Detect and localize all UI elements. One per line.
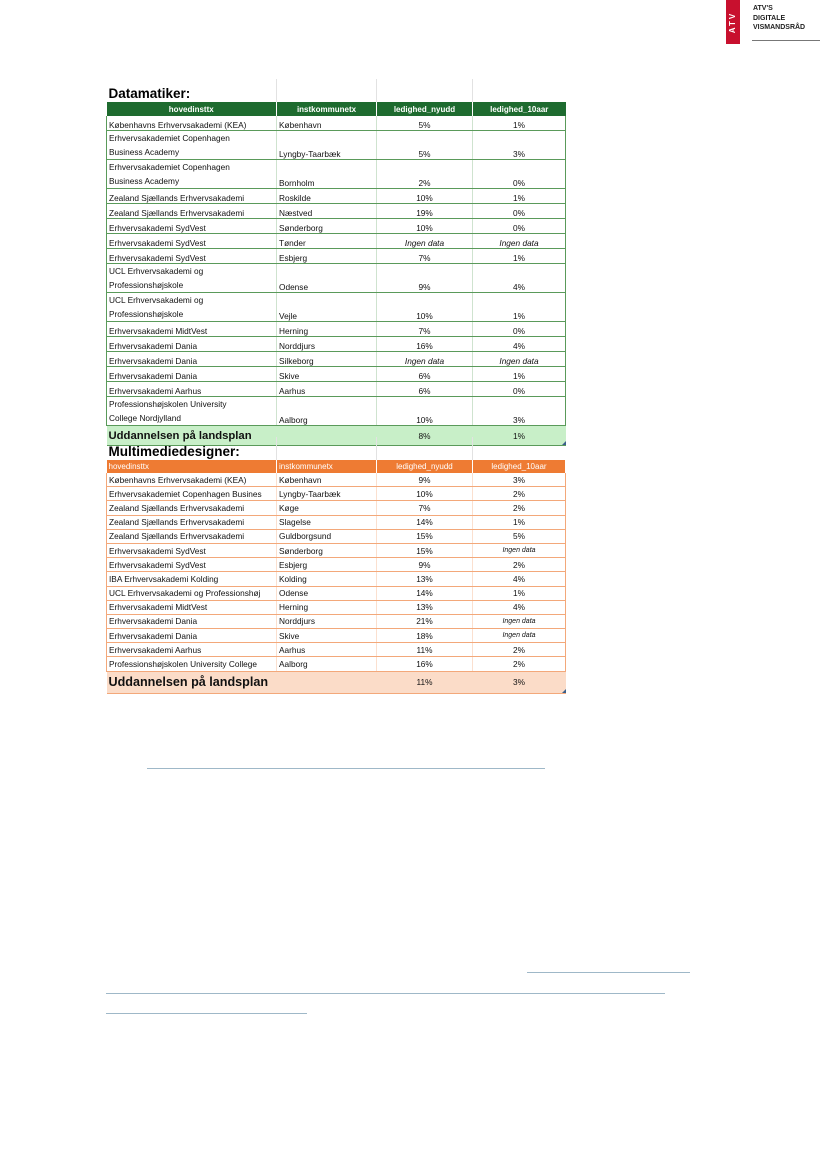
cell-municipality: Herning <box>277 322 377 337</box>
total-row <box>107 671 566 693</box>
atv-badge <box>726 0 740 44</box>
cell-nyudd: 14% <box>377 515 473 529</box>
cell-municipality: Køge <box>277 501 377 515</box>
cell-municipality: Aarhus <box>277 382 377 397</box>
logo-line-3: VISMANDSRÅD <box>753 24 806 31</box>
table-row <box>107 657 566 671</box>
cell-municipality: Aarhus <box>277 643 377 657</box>
cell-institution: Erhvervsakademi SydVest <box>107 543 277 557</box>
cell-institution: Zealand Sjællands Erhvervsakademi <box>107 529 277 543</box>
cell-municipality: København <box>277 473 377 487</box>
column-header: ledighed_10aar <box>473 460 566 473</box>
cell-municipality: Slagelse <box>277 515 377 529</box>
table-row <box>107 572 566 586</box>
institution-line: Erhvervsakademiet Copenhagen <box>109 133 230 143</box>
cell-municipality: Tønder <box>277 234 377 249</box>
cell-municipality: Guldborgsund <box>277 529 377 543</box>
table-row <box>107 643 566 657</box>
cell-10aar: 1% <box>473 293 566 322</box>
cell-nyudd: 9% <box>377 558 473 572</box>
total-10aar: 3% <box>473 671 566 693</box>
datamatiker-title: Datamatiker: <box>107 79 277 102</box>
table-row <box>107 382 566 397</box>
cell-nyudd: Ingen data <box>377 234 473 249</box>
institution-line: Business Academy <box>109 147 180 157</box>
cell-municipality: Esbjerg <box>277 249 377 264</box>
table-row <box>107 558 566 572</box>
table-row <box>107 131 566 160</box>
table-row <box>107 473 566 487</box>
link-underline <box>147 768 545 769</box>
cell-municipality: Skive <box>277 367 377 382</box>
table-row <box>107 629 566 643</box>
total-label: Uddannelsen på landsplan <box>107 426 377 446</box>
cell-nyudd: 5% <box>377 116 473 131</box>
table-row <box>107 322 566 337</box>
cell-institution: Erhvervsakademi Dania <box>107 367 277 382</box>
institution-line: UCL Erhvervsakademi og <box>109 266 204 276</box>
cell-nyudd: 10% <box>377 189 473 204</box>
cell-nyudd: 10% <box>377 397 473 426</box>
cell-institution: Professionshøjskolen University College <box>107 657 277 671</box>
cell-10aar: 1% <box>473 515 566 529</box>
cell-institution: UCL Erhvervsakademi og Professionshøj <box>107 586 277 600</box>
cell-municipality: Bornholm <box>277 160 377 189</box>
cell-institution: Københavns Erhvervsakademi (KEA) <box>107 116 277 131</box>
cell-municipality: Odense <box>277 264 377 293</box>
cell-10aar: 5% <box>473 529 566 543</box>
table-row <box>107 367 566 382</box>
cell-municipality: Skive <box>277 629 377 643</box>
cell-nyudd: 7% <box>377 322 473 337</box>
cell-institution: Zealand Sjællands Erhvervsakademi <box>107 501 277 515</box>
table-row <box>107 529 566 543</box>
cell-institution: IBA Erhvervsakademi Kolding <box>107 572 277 586</box>
cell-10aar: 3% <box>473 397 566 426</box>
cell-nyudd: 19% <box>377 204 473 219</box>
cell-institution: Erhvervsakademi SydVest <box>107 219 277 234</box>
cell-institution: Erhvervsakademi MidtVest <box>107 322 277 337</box>
cell-municipality: Aalborg <box>277 397 377 426</box>
cell-nyudd: 6% <box>377 382 473 397</box>
cell-institution <box>107 160 277 189</box>
cell-10aar: 0% <box>473 382 566 397</box>
institution-line: Erhvervsakademiet Copenhagen <box>109 162 230 172</box>
cell-10aar: 4% <box>473 337 566 352</box>
column-header: hovedinsttx <box>107 460 277 473</box>
cell-10aar: 1% <box>473 249 566 264</box>
cell-10aar: 3% <box>473 131 566 160</box>
cell-institution: Erhvervsakademi SydVest <box>107 558 277 572</box>
link-underline <box>106 993 665 994</box>
cell-nyudd: 18% <box>377 629 473 643</box>
cell-nyudd: 15% <box>377 529 473 543</box>
datamatiker-table <box>106 79 565 446</box>
table-row <box>107 249 566 264</box>
cell-municipality: Odense <box>277 586 377 600</box>
cell-institution: Erhvervsakademi Dania <box>107 614 277 628</box>
total-10aar: 1% <box>473 426 566 446</box>
cell-institution: Erhvervsakademi SydVest <box>107 249 277 264</box>
table-row <box>107 543 566 557</box>
cell-municipality: Vejle <box>277 293 377 322</box>
cell-nyudd: 16% <box>377 657 473 671</box>
table-row <box>107 116 566 131</box>
cell-10aar: 0% <box>473 219 566 234</box>
cell-10aar: 0% <box>473 204 566 219</box>
cell-10aar: Ingen data <box>473 234 566 249</box>
cell-institution: Erhvervsakademi Dania <box>107 352 277 367</box>
link-underline <box>106 1013 307 1014</box>
cell-10aar: Ingen data <box>473 543 566 557</box>
atv-logo-text <box>753 4 805 33</box>
cell-nyudd: 13% <box>377 572 473 586</box>
table-row <box>107 515 566 529</box>
cell-municipality: Lyngby-Taarbæk <box>277 131 377 160</box>
cell-nyudd: 11% <box>377 643 473 657</box>
cell-municipality: Kolding <box>277 572 377 586</box>
cell-nyudd: 13% <box>377 600 473 614</box>
cell-nyudd: 9% <box>377 264 473 293</box>
cell-municipality: København <box>277 116 377 131</box>
atv-logo <box>726 0 820 44</box>
cell-10aar: 4% <box>473 572 566 586</box>
cell-nyudd: 14% <box>377 586 473 600</box>
table-row <box>107 234 566 249</box>
cell-nyudd: Ingen data <box>377 352 473 367</box>
table-row <box>107 189 566 204</box>
cell-nyudd: 16% <box>377 337 473 352</box>
column-header: ledighed_10aar <box>473 102 566 116</box>
cell-institution: Erhvervsakademi Dania <box>107 337 277 352</box>
table-row <box>107 293 566 322</box>
table-row <box>107 397 566 426</box>
cell-10aar: 4% <box>473 264 566 293</box>
institution-line: Business Academy <box>109 176 180 186</box>
cell-nyudd: 10% <box>377 219 473 234</box>
institution-line: Professionshøjskole <box>109 280 184 290</box>
cell-nyudd: 6% <box>377 367 473 382</box>
column-header: instkommunetx <box>277 102 377 116</box>
cell-institution <box>107 264 277 293</box>
cell-10aar: 1% <box>473 367 566 382</box>
cell-nyudd: 7% <box>377 501 473 515</box>
cell-institution <box>107 397 277 426</box>
logo-line-1: ATV'S <box>753 5 773 12</box>
cell-10aar: 1% <box>473 586 566 600</box>
cell-10aar: 1% <box>473 116 566 131</box>
cell-institution: Københavns Erhvervsakademi (KEA) <box>107 473 277 487</box>
cell-municipality: Silkeborg <box>277 352 377 367</box>
cell-nyudd: 5% <box>377 131 473 160</box>
cell-institution <box>107 131 277 160</box>
cell-10aar: 2% <box>473 643 566 657</box>
institution-line: Professionshøjskolen University <box>109 399 227 409</box>
table-row <box>107 160 566 189</box>
cell-10aar: 2% <box>473 558 566 572</box>
cell-municipality: Herning <box>277 600 377 614</box>
cell-municipality: Roskilde <box>277 189 377 204</box>
column-header: ledighed_nyudd <box>377 102 473 116</box>
cell-institution: Zealand Sjællands Erhvervsakademi <box>107 515 277 529</box>
cell-10aar: Ingen data <box>473 352 566 367</box>
logo-underline <box>752 40 820 41</box>
table-row <box>107 352 566 367</box>
cell-institution: Erhvervsakademi Aarhus <box>107 382 277 397</box>
table-row <box>107 501 566 515</box>
multimedie-table <box>106 437 565 694</box>
table-row <box>107 204 566 219</box>
cell-10aar: Ingen data <box>473 614 566 628</box>
cell-10aar: Ingen data <box>473 629 566 643</box>
cell-institution: Erhvervsakademi Dania <box>107 629 277 643</box>
cell-municipality: Sønderborg <box>277 543 377 557</box>
column-header: ledighed_nyudd <box>377 460 473 473</box>
cell-municipality: Norddjurs <box>277 337 377 352</box>
cell-nyudd: 21% <box>377 614 473 628</box>
cell-institution: Erhvervsakademi MidtVest <box>107 600 277 614</box>
cell-institution: Erhvervsakademiet Copenhagen Busines <box>107 487 277 501</box>
cell-municipality: Esbjerg <box>277 558 377 572</box>
table-row <box>107 586 566 600</box>
cell-institution <box>107 293 277 322</box>
cell-nyudd: 2% <box>377 160 473 189</box>
cell-institution: Erhvervsakademi Aarhus <box>107 643 277 657</box>
link-underline <box>527 972 690 973</box>
institution-line: Professionshøjskole <box>109 309 184 319</box>
total-nyudd: 11% <box>377 671 473 693</box>
cell-10aar: 0% <box>473 160 566 189</box>
table-row <box>107 264 566 293</box>
logo-line-2: DIGITALE <box>753 14 786 22</box>
atv-badge-text: ATV <box>728 11 738 33</box>
cell-10aar: 3% <box>473 473 566 487</box>
cell-institution: Erhvervsakademi SydVest <box>107 234 277 249</box>
cell-institution: Zealand Sjællands Erhvervsakademi <box>107 189 277 204</box>
cell-municipality: Sønderborg <box>277 219 377 234</box>
table-row <box>107 614 566 628</box>
institution-line: College Nordjylland <box>109 413 181 423</box>
column-header: hovedinsttx <box>107 102 277 116</box>
cell-municipality: Næstved <box>277 204 377 219</box>
cell-municipality: Lyngby-Taarbæk <box>277 487 377 501</box>
cell-nyudd: 10% <box>377 293 473 322</box>
cell-nyudd: 9% <box>377 473 473 487</box>
institution-line: UCL Erhvervsakademi og <box>109 295 204 305</box>
table-row <box>107 487 566 501</box>
cell-nyudd: 15% <box>377 543 473 557</box>
cell-10aar: 1% <box>473 189 566 204</box>
multimedie-title: Multimediedesigner: <box>107 437 277 460</box>
cell-institution: Zealand Sjællands Erhvervsakademi <box>107 204 277 219</box>
table-row <box>107 337 566 352</box>
table-row <box>107 219 566 234</box>
cell-10aar: 2% <box>473 487 566 501</box>
total-label: Uddannelsen på landsplan <box>107 671 377 693</box>
cell-nyudd: 7% <box>377 249 473 264</box>
cell-municipality: Norddjurs <box>277 614 377 628</box>
cell-10aar: 2% <box>473 657 566 671</box>
cell-nyudd: 10% <box>377 487 473 501</box>
cell-10aar: 2% <box>473 501 566 515</box>
table-row <box>107 600 566 614</box>
cell-10aar: 0% <box>473 322 566 337</box>
cell-municipality: Aalborg <box>277 657 377 671</box>
cell-10aar: 4% <box>473 600 566 614</box>
column-header: instkommunetx <box>277 460 377 473</box>
total-nyudd: 8% <box>377 426 473 446</box>
